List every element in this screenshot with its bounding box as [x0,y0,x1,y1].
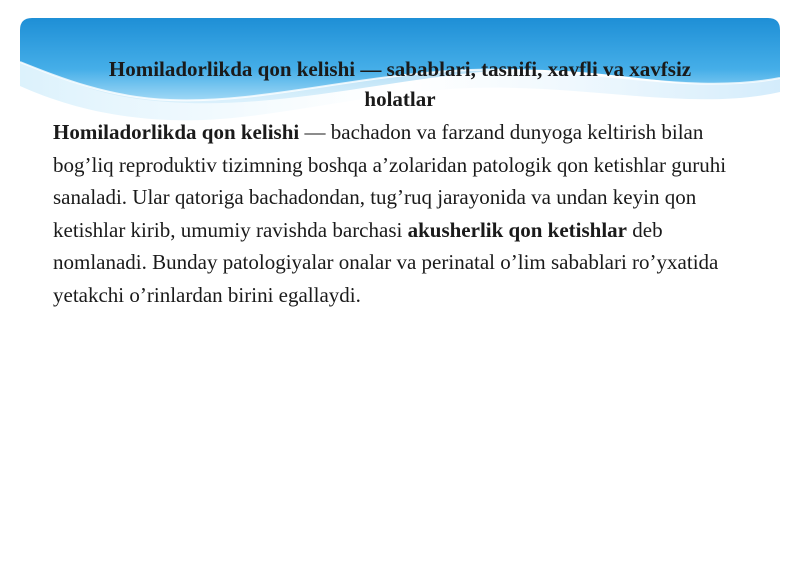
bold-term-obstetric: akusherlik qon ketishlar [407,217,627,242]
slide-title-line-1: Homiladorlikda qon kelishi — sabablari, tasnifi, xavfli va xavfsiz [108,57,692,81]
paragraph-text-part-1: — bachadon va farzand dunyoga keltirish bilan bog’liq reproduktiv tizimning boshqa a’zolaridan patologik qon ketishlar guruhi sanaladi. Ular qatoriga bachadondan, tug’ruq jarayonida va undan keyin qon ketishlar kirib, umumiy ravishda barchasi [53,120,727,242]
paragraph-text-part-2: deb nomlanadi. Bunday patologiyalar onalar va perinatal o’lim sabablari ro’yxatida yetakchi o’rinlardan birini egallaydi. [53,217,719,307]
bold-term: Homiladorlikda qon kelishi [53,120,300,144]
body-paragraph [53,116,753,311]
slide-title-line-2: holatlar [364,87,436,111]
slide-title [40,54,760,114]
